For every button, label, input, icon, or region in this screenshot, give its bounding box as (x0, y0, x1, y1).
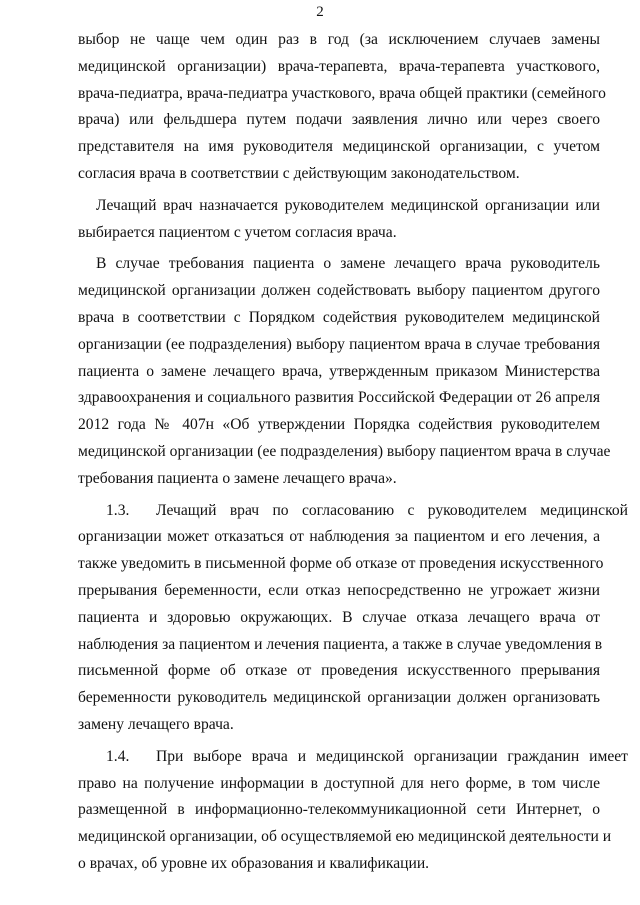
text-line: организации (ее подразделения) выбору пациентом врача в случае требования (78, 335, 600, 353)
text-line: врача-педиатра, врача-педиатра участкового, врача общей практики (семейного (78, 84, 606, 102)
text-line: врача) или фельдшера путем подачи заявления лично или через своего (78, 111, 600, 129)
text-line: пациента и здоровью окружающих. В случае отказа лечащего врача от (78, 608, 600, 626)
text-line: организации может отказаться от наблюдения за пациентом и его лечения, а (78, 528, 600, 546)
text-line: Лечащий врач по согласованию с руководителем медицинской (156, 501, 628, 519)
text-line: медицинской организации должен содействовать выбору пациентом другого (78, 282, 600, 300)
text-line: требования пациента о замене лечащего врача». (78, 469, 397, 487)
text-line: 2012 года № 407н «Об утверждении Порядка содействия руководителем (78, 416, 600, 434)
clause-number: 1.4. (106, 747, 130, 765)
document-body (78, 27, 628, 878)
paragraph-2 (78, 193, 600, 247)
text-line: о врачах, об уровне их образования и квалификации. (78, 854, 430, 872)
text-line: врача в соответствии с Порядком содействия руководителем медицинской (78, 308, 600, 326)
clause-1-4 (78, 744, 628, 878)
text-line: беременности руководитель медицинской организации должен организовать (78, 689, 600, 707)
text-line: также уведомить в письменной форме об отказе от проведения искусственного (78, 555, 604, 573)
text-line: медицинской организации, об осуществляемой ею медицинской деятельности и (78, 828, 612, 846)
text-line: выбирается пациентом с учетом согласия врача. (78, 223, 397, 241)
clause-1-3 (78, 498, 628, 739)
text-line: здравоохранения и социального развития Российской Федерации от 26 апреля (78, 389, 600, 407)
page-number: 2 (316, 4, 324, 20)
text-line: Лечащий врач назначается руководителем медицинской организации или (96, 196, 600, 214)
paragraph-3 (78, 251, 611, 492)
text-line: размещенной в информационно-телекоммуникационной сети Интернет, о (78, 801, 600, 819)
text-line: выбор не чаще чем один раз в год (за исключением случаев замены (78, 31, 600, 48)
text-line: медицинской организации) врача-терапевта, врача-терапевта участкового, (78, 57, 600, 75)
text-line: право на получение информации в доступной для него форме, в том числе (78, 774, 600, 792)
text-line: представителя на имя руководителя медицинской организации, с учетом (78, 138, 600, 156)
paragraph-1 (78, 27, 606, 188)
text-line: письменной форме об отказе от проведения искусственного прерывания (78, 662, 600, 680)
text-line: При выборе врача и медицинской организации гражданин имеет (156, 747, 628, 765)
clause-number: 1.3. (106, 501, 130, 519)
text-line: замену лечащего врача. (78, 715, 234, 733)
text-line: пациента о замене лечащего врача, утвержденным приказом Министерства (78, 362, 600, 380)
text-line: наблюдения за пациентом и лечения пациента, а также в случае уведомления в (78, 635, 603, 653)
text-line: медицинской организации (ее подразделения) выбору пациентом врача в случае (78, 442, 611, 460)
text-line: согласия врача в соответствии с действующим законодательством. (78, 164, 520, 182)
text-line: прерывания беременности, если отказ непосредственно не угрожает жизни (78, 581, 600, 599)
text-line: В случае требования пациента о замене лечащего врача руководитель (96, 255, 600, 273)
